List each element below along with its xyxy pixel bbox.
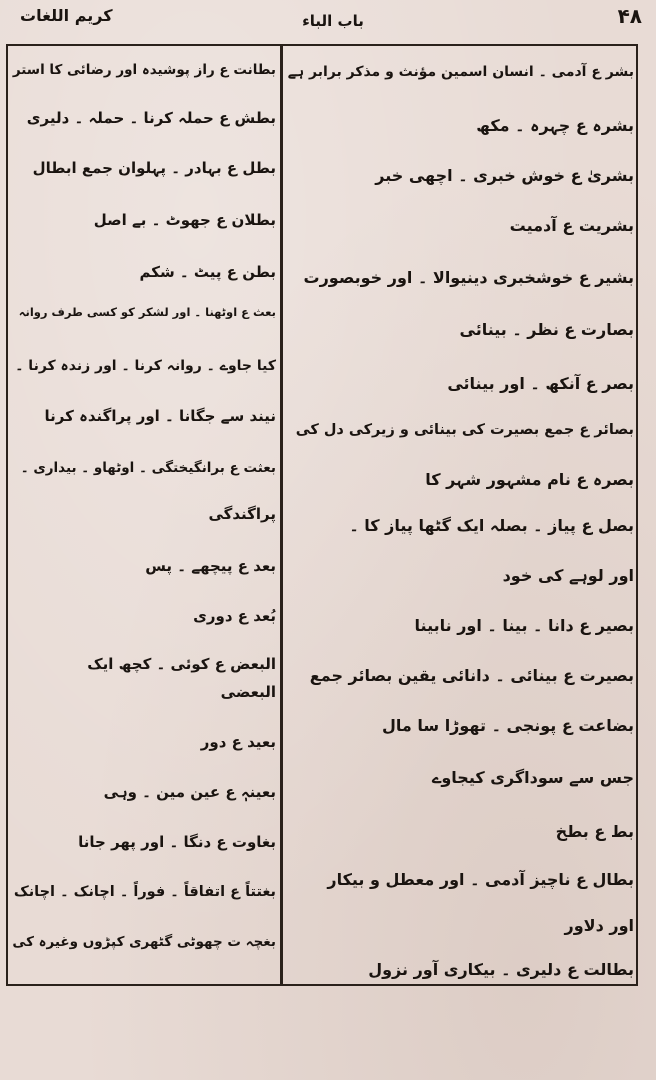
book-title: کریم اللغات	[20, 6, 113, 25]
entry: بطن ع پیٹ ۔ شکم	[139, 263, 276, 281]
entry: بغتتاً ع اتفاقاً ۔ فوراً ۔ اچانک ۔ اچانک	[13, 884, 276, 900]
entry: البعض ع کوئی ۔ کچھ ایک	[87, 655, 276, 673]
entry: بطش ع حملہ کرنا ۔ حملہ ۔ دلیری	[26, 109, 276, 127]
entry: بُعد ع دوری	[193, 607, 276, 625]
chapter-title: باب الباء	[302, 12, 364, 30]
entry: بطلان ع جھوٹ ۔ بے اصل	[93, 211, 276, 229]
entry: بعینہٖ ع عین مین ۔ وہی	[103, 783, 276, 801]
page-header	[0, 0, 656, 44]
column-divider	[280, 46, 283, 984]
entry: بصرہ ع نام مشہور شہر کا	[425, 470, 634, 489]
entry: بصیرت ع بینائی ۔ دانائی یقین بصائر جمع	[309, 666, 634, 685]
entry: بغچہ ت چھوٹی گٹھری کپڑوں وغیرہ کی	[12, 934, 276, 950]
entry: بغاوت ع دنگا ۔ اور پھر جانا	[78, 833, 276, 851]
entry: بشرہ ع چہرہ ۔ مکھ	[476, 116, 634, 135]
entry: نیند سے جگانا ۔ اور پراگندہ کرنا	[44, 407, 276, 425]
entry: بطانت ع راز پوشیدہ اور رضائی کا استر	[12, 62, 276, 78]
entry: بصارت ع نظر ۔ بینائی	[459, 320, 634, 339]
entry: بطل ع بہادر ۔ پہلوان جمع ابطال	[32, 159, 276, 177]
entry: بصیر ع دانا ۔ بینا ۔ اور نابینا	[414, 616, 634, 635]
entry: جس سے سوداگری کیجاوے	[431, 768, 634, 787]
entry: اور دلاور	[564, 916, 634, 935]
entry: بشر ع آدمی ۔ انسان اسمین مؤنث و مذکر برابر ہے	[287, 64, 634, 80]
entry: بصائر ع جمع بصیرت کی بینائی و زیرکی دل کی	[295, 422, 634, 438]
entry: بعید ع دور	[200, 733, 276, 751]
entry: بعثت ع برانگیختگی ۔ اوٹھاو ۔ بیداری ۔	[20, 460, 276, 476]
entry: بطالت ع دلیری ۔ بیکاری آور نزول	[368, 960, 634, 979]
entry: پراگندگی	[208, 505, 276, 523]
entry: البعضی	[220, 683, 276, 701]
entry: بصر ع آنکھ ۔ اور بینائی	[447, 374, 634, 393]
entry: بشریٰ ع خوش خبری ۔ اچھی خبر	[375, 166, 634, 185]
entry: بشریت ع آدمیت	[509, 216, 634, 235]
entry: بضاعت ع پونجی ۔ تھوڑا سا مال	[382, 716, 634, 735]
page-frame	[6, 44, 638, 986]
entry: بعث ع اوٹھنا ۔ اور لشکر کو کسی طرف روانہ	[18, 305, 276, 319]
entry: بطال ع ناچیز آدمی ۔ اور معطل و بیکار	[327, 870, 634, 889]
entry: بط ع بطخ	[555, 822, 634, 841]
page-number: ۴۸	[617, 4, 642, 28]
entry: بشیر ع خوشخبری دینیوالا ۔ اور خوبصورت	[303, 268, 634, 287]
entry: بعد ع پیچھے ۔ پس	[145, 557, 276, 575]
entry: کیا جاوے ۔ روانہ کرنا ۔ اور زندہ کرنا ۔	[15, 358, 276, 374]
entry: اور لوہے کی خود	[502, 566, 634, 585]
entry: بصل ع پیاز ۔ بصلہ ایک گٹھا پیاز کا ۔	[349, 516, 634, 535]
